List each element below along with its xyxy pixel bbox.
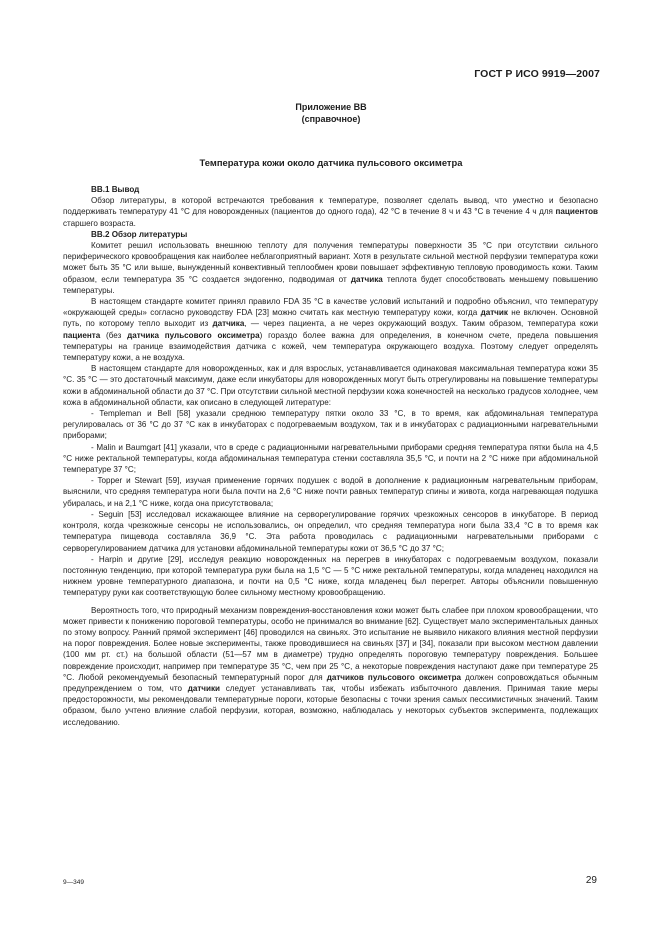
paragraph-bb2-2: В настоящем стандарте комитет принял правило FDA 35 °С в качестве условий испытаний и подробно объяснил, что температуру «окружающей среды» согласно руководству FDA [23] можно считать как местную температуру кожи, когда датчик не включен. Основной путь, по которому тепло выходит из датчика, — через пациента, а не через окружающий воздух. Таким образом, температура кожи пациента (без датчика пульсового оксиметра) гораздо более важна для определения, в конечном счете, предела повышения температуры на границе взаимодействия датчика с кожей, чем температура окружающего воздуха. Поэтому следует определять температуру кожи, а не воздуха. bbox=[63, 297, 598, 363]
paragraph-bb1: Обзор литературы, в которой встречаются требования к температуре, позволяет сделать вывод, что уместно и безопасно поддерживать температуру 41 °С для новорожденных (пациентов до одного года), 42 °С в течение 8 ч и 43 °С в течение 4 ч для пациентов старшего возраста. bbox=[63, 196, 598, 228]
document-header: ГОСТ Р ИСО 9919—2007 bbox=[474, 68, 600, 80]
section-title: Температура кожи около датчика пульсового оксиметра bbox=[199, 157, 463, 168]
list-item: - Seguin [53] исследовал искажающее влияние на сервoрегулирование горячих чрезкожных сенсоров в инкубаторе. В период контроля, когда чрезкожные сенсоры не использовались, он определил, что средняя температура ноги была 33,4 °С в то время как температура пищевода составляла 36,9 °С. Эта работа проводилась с радиационными нагревательными приборами с сервoрегулированием датчика для установки абдоминальной температуры кожи от 36,5 °С до 37 °С; bbox=[63, 509, 598, 553]
appendix-heading bbox=[0, 101, 662, 125]
list-item: - Templeman и Bell [58] указали среднюю температуру пятки около 33 °С, в то время, как абдоминальная температура регулировалась от 36 °С до 37 °С как в инкубаторах с подогреваемым воздухом, так и в инкубаторах с радиационными нагревательными приборами; bbox=[63, 409, 598, 441]
list-item: - Harpin и другие [29], исследуя реакцию новорожденных на перегрев в инкубаторах с подогреваемым воздухом, показали постоянную тенденцию, при которой температура руки была на 1,5 °С — 5 °С ниже ректальной температуры, когда младенец находился на нижнем уровне температурного диапазона, и почти на 0,5 °С ниже, когда младенец был перегрет. Авторы объяснили повышенную температуру руки как соответствующую более сильному местному кровообращению. bbox=[63, 554, 598, 598]
appendix-subtitle: (справочное) bbox=[301, 114, 361, 124]
subsection-heading-bb2: ВВ.2 Обзор литературы bbox=[91, 229, 188, 239]
paragraph-bb2-4: Вероятность того, что природный механизм повреждения-восстановления кожи может быть слабее при плохом кровообращении, что может привести к понижению пороговой температуры, особо не принимался во внимание [62]. Существует мало экспериментальных данных по этому вопросу. Ранний прямой эксперимент [46] проводился на свиньях. Это испытание не выявило никакого влияния местной перфузии на порог повреждения. Более новые эксперименты, также проводившиеся на свиньях [37] и [34], показали при высоком местном давлении (100 мм рт. ст.) на большой области (51—57 мм в диаметре) трудно определять пороговую температуру повреждения. Большее повреждение происходит, например при температуре 35 °С, чем при 25 °С, а некоторые повреждения наступают даже при температуре 25 °С. Любой рекомендуемый безопасный температурный порог для датчиков пульсового оксиметра должен сопровождаться обычным предупреждением о том, что датчики следует устанавливать так, чтобы избежать избыточного давления. Принимая такие меры предосторожности, мы рекомендовали температурные пороги, которые безопасны с точки зрения самых пессимистичных значений. Таким образом, было учтено влияние слабой перфузии, которая, возможно, наблюдалась у некоторых субъектов эксперимента, подлежащих исследованию. bbox=[63, 605, 598, 727]
list-item: - Malin и Baumgart [41] указали, что в среде с радиационными нагревательными приборами средняя температура пятки была на 4,5 °С ниже ректальной температуры, когда абдоминальная температура стенки составляла 35,5 °С, и почти на 2 °С ниже при абдоминальной температуре 37 °С; bbox=[63, 442, 598, 475]
list-item: - Topper и Stewart [59], изучая применение горячих подушек с водой в дополнение к радиационным нагревательным приборам, выяснили, что средняя температура ноги была почти на 2,6 °С ниже почти равных температур спины и живота, когда нагревающая подушка убиралась, и на 2,1 °С ниже, когда она присутствовала; bbox=[63, 476, 598, 508]
page-number: 29 bbox=[585, 875, 597, 886]
body-text bbox=[63, 184, 598, 728]
appendix-title: Приложение ВВ bbox=[295, 102, 367, 112]
paragraph-bb2-3: В настоящем стандарте для новорожденных, как и для взрослых, устанавливается одинаковая максимальная температура кожи 35 °С. 35 °С — это достаточный максимум, даже если инкубаторы для новорожденных могут быть отрегулированы на повышение температуры кожи в абдоминальной области до 37 °С. При отсутствии сильной местной перфузии кожа конечностей на несколько градусов холоднее, чем кожа в абдоминальной области, как описано в следующей литературе: bbox=[63, 364, 598, 407]
subsection-heading-bb1: ВВ.1 Вывод bbox=[91, 185, 140, 194]
print-code: 9—349 bbox=[63, 879, 84, 886]
paragraph-bb2-1: Комитет решил использовать внешнюю теплоту для получения температуры поверхности 35 °С при отсутствии сильного периферического кровообращения как наиболее неблагоприятный вариант. Хотя в результате сильной местной перфузии температура кожи может быть 35 °С или выше, вынужденный конвективный теплообмен крови повышает эффективную тепловую проводимость кожи. Таким образом, если температура 35 °С создается эндогенно, подводимая от датчика теплота будет способствовать меньшему повышению температуры. bbox=[63, 241, 598, 295]
